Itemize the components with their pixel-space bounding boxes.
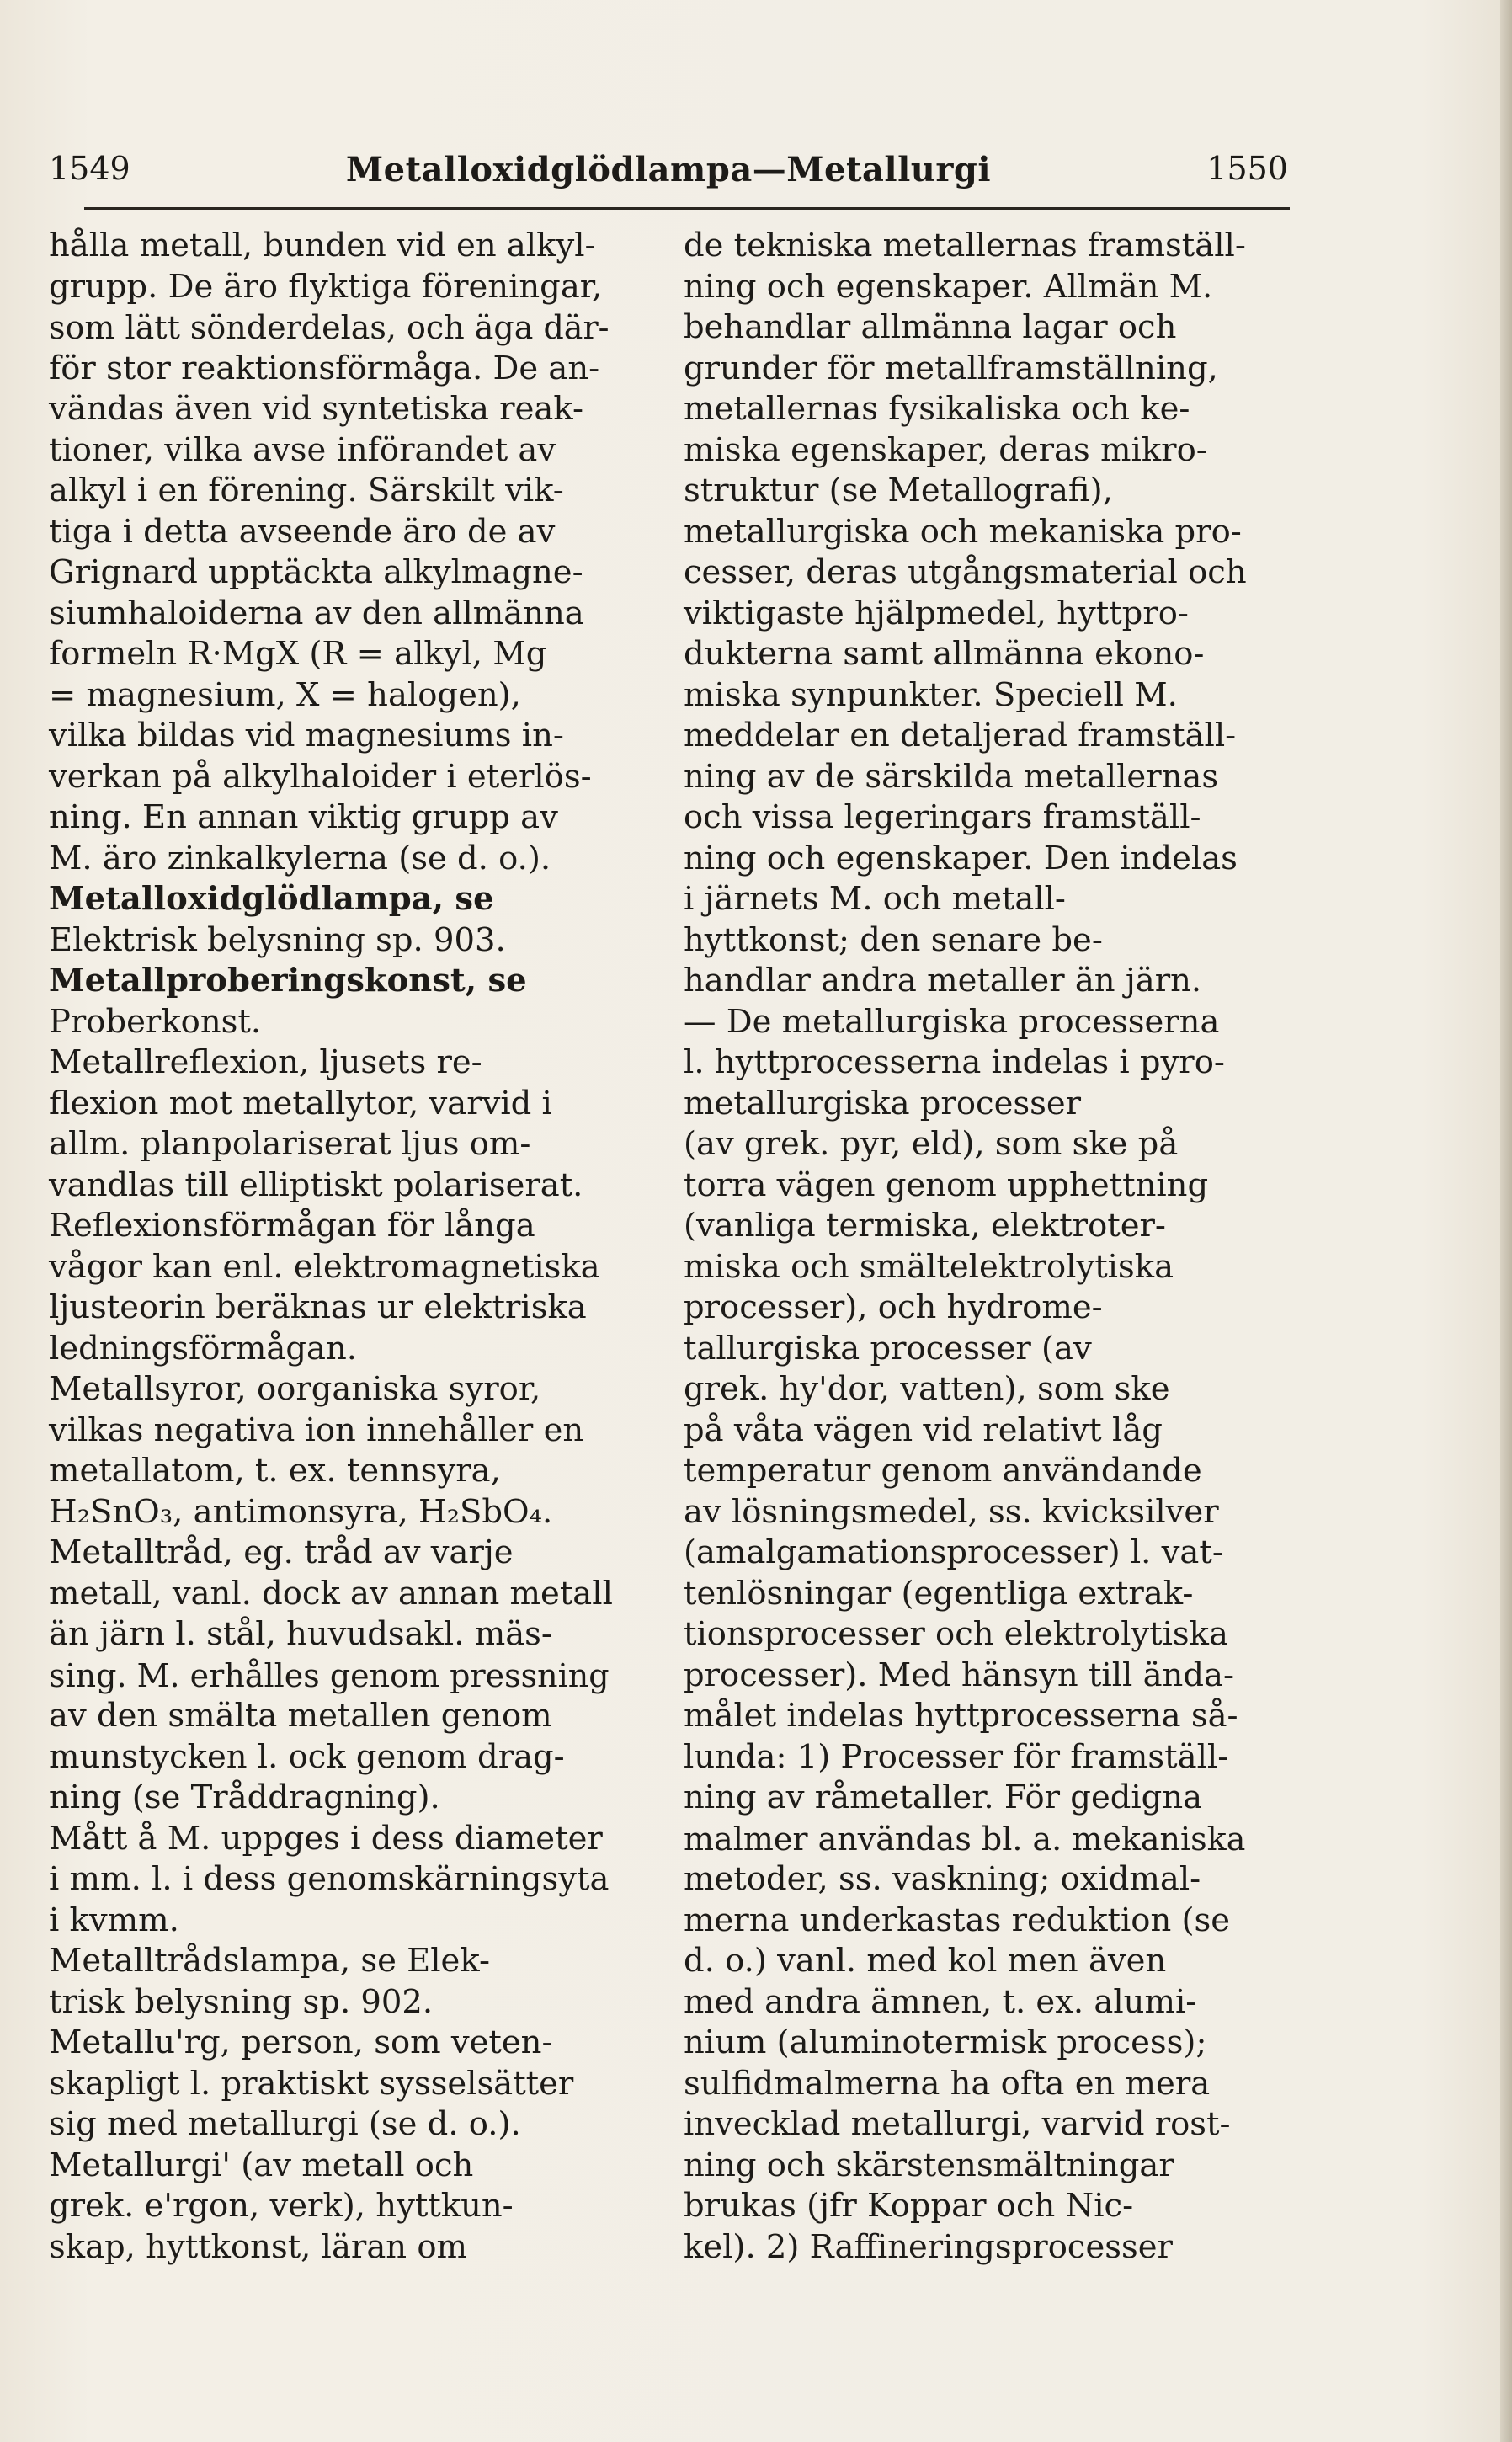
text-line: — De metallurgiska processerna — [684, 1002, 1220, 1041]
text-line: i kvmm. — [49, 1901, 179, 1939]
text-line: behandlar allmänna lagar och — [684, 308, 1177, 346]
page-header — [49, 150, 1288, 200]
text-line: (av grek. pyr, eld), som ske på — [684, 1125, 1179, 1163]
text-line: temperatur genom användande — [684, 1452, 1202, 1490]
text-line: på våta vägen vid relativt låg — [684, 1410, 1163, 1449]
running-title: Metalloxidglödlampa—Metallurgi — [345, 150, 992, 189]
text-line: munstycken l. ock genom drag- — [49, 1737, 565, 1776]
text-line: miska och smältelektrolytiska — [684, 1247, 1174, 1286]
entry-headword: Metalloxidglödlampa, se — [49, 880, 494, 918]
text-line: viktigaste hjälpmedel, hyttpro- — [684, 594, 1189, 632]
text-line: Proberkonst. — [49, 1002, 262, 1041]
text-line: vilka bildas vid magnesiums in- — [49, 717, 564, 754]
text-line: = magnesium, X = halogen), — [49, 675, 521, 714]
text-line: handlar andra metaller än järn. — [684, 962, 1202, 1000]
text-line: i järnets M. och metall- — [684, 880, 1066, 918]
text-line: trisk belysning sp. 902. — [49, 1982, 434, 2021]
text-line: formeln R·MgX (R = alkyl, Mg — [49, 635, 547, 673]
page-number-left: 1549 — [49, 150, 130, 187]
text-line: verkan på alkylhaloider i eterlös- — [49, 757, 592, 796]
text-line: Mått å M. uppges i dess diameter — [49, 1819, 603, 1858]
text-line: malmer användas bl. a. mekaniska — [684, 1820, 1246, 1858]
text-line: metallernas fysikaliska och ke- — [684, 390, 1190, 428]
text-line: metallatom, t. ex. tennsyra, — [49, 1452, 501, 1490]
text-line: processer), och hydrome- — [684, 1288, 1103, 1326]
text-line: invecklad metallurgi, varvid rost- — [684, 2105, 1231, 2143]
text-line: ning och egenskaper. Allmän M. — [684, 267, 1213, 306]
text-line: och vissa legeringars framställ- — [684, 798, 1201, 836]
text-line: skap, hyttkonst, läran om — [49, 2227, 468, 2266]
text-line: nium (aluminotermisk process); — [684, 2023, 1207, 2061]
entry-headword: Metallproberingskonst, se — [49, 962, 527, 1000]
text-line: sig med metallurgi (se d. o.). — [49, 2105, 521, 2143]
text-line: skapligt l. praktiskt sysselsätter — [49, 2064, 574, 2103]
text-line: metallurgiska processer — [684, 1084, 1082, 1122]
text-line: vågor kan enl. elektromagnetiska — [49, 1247, 600, 1286]
text-line: lunda: 1) Processer för framställ- — [684, 1737, 1229, 1776]
entry-headword-line: Metallurgi' (av metall och — [49, 2146, 474, 2184]
text-line: av den smälta metallen genom — [49, 1697, 552, 1735]
text-line: Elektrisk belysning sp. 903. — [49, 920, 506, 959]
text-line: Grignard upptäckta alkylmagne- — [49, 553, 583, 591]
text-line: metallurgiska och mekaniska pro- — [684, 512, 1242, 551]
text-line: brukas (jfr Koppar och Nic- — [684, 2187, 1134, 2225]
text-line: ljusteorin beräknas ur elektriska — [49, 1288, 587, 1326]
text-line: ning och egenskaper. Den indelas — [684, 839, 1238, 877]
text-line: grek. e'rgon, verk), hyttkun- — [49, 2187, 514, 2225]
text-line: (amalgamationsprocesser) l. vat- — [684, 1533, 1223, 1571]
text-line: vilkas negativa ion innehåller en — [49, 1410, 584, 1449]
text-line: som lätt sönderdelas, och äga där- — [49, 309, 610, 346]
text-line: torra vägen genom upphettning — [684, 1165, 1209, 1204]
text-line: metoder, ss. vaskning; oxidmal- — [684, 1860, 1201, 1898]
text-line: ning och skärstensmältningar — [684, 2146, 1174, 2184]
text-line: tionsprocesser och elektrolytiska — [684, 1615, 1228, 1653]
text-line: med andra ämnen, t. ex. alumi- — [684, 1982, 1197, 2021]
text-line: hålla metall, bunden vid en alkyl- — [49, 227, 596, 264]
right-column — [684, 226, 1249, 2268]
page-number-right: 1550 — [1206, 150, 1288, 187]
text-line: de tekniska metallernas framställ- — [684, 227, 1246, 264]
text-line: ning av råmetaller. För gedigna — [684, 1778, 1203, 1816]
text-line: av lösningsmedel, ss. kvicksilver — [684, 1492, 1219, 1531]
text-line: metall, vanl. dock av annan metall — [49, 1574, 613, 1613]
text-line: i mm. l. i dess genomskärningsyta — [49, 1860, 610, 1898]
text-line: miska egenskaper, deras mikro- — [684, 430, 1207, 469]
text-line: l. hyttprocesserna indelas i pyro- — [684, 1043, 1225, 1081]
entry-headword-line: Metalltråd, eg. tråd av varje — [49, 1533, 514, 1571]
text-line: allm. planpolariserat ljus om- — [49, 1125, 531, 1163]
text-line: grupp. De äro flyktiga föreningar, — [49, 267, 603, 306]
left-column — [49, 226, 615, 2268]
text-line: processer). Med hänsyn till ända- — [684, 1656, 1234, 1694]
text-line: alkyl i en förening. Särskilt vik- — [49, 472, 564, 509]
text-line: Reflexionsförmågan för långa — [49, 1207, 535, 1245]
text-line: meddelar en detaljerad framställ- — [684, 717, 1237, 754]
text-line: ledningsförmågan. — [49, 1329, 357, 1368]
text-line: siumhaloiderna av den allmänna — [49, 594, 584, 632]
text-line: än järn l. stål, huvudsakl. mäs- — [49, 1615, 552, 1653]
text-line: d. o.) vanl. med kol men även — [684, 1942, 1167, 1980]
text-line: miska synpunkter. Speciell M. — [684, 675, 1178, 714]
text-line: ning av de särskilda metallernas — [684, 757, 1219, 796]
text-line: hyttkonst; den senare be- — [684, 920, 1103, 959]
text-line: M. äro zinkalkylerna (se d. o.). — [49, 839, 551, 877]
entry-headword-line: Metallreflexion, ljusets re- — [49, 1043, 482, 1081]
text-line: sulfidmalmerna ha ofta en mera — [684, 2064, 1211, 2103]
text-line: merna underkastas reduktion (se — [684, 1901, 1231, 1939]
text-line: ning (se Tråddragning). — [49, 1778, 440, 1816]
text-line: för stor reaktionsförmåga. De an- — [49, 349, 600, 387]
text-line: vandlas till elliptiskt polariserat. — [49, 1165, 583, 1204]
text-line: flexion mot metallytor, varvid i — [49, 1084, 552, 1122]
entry-headword-line: Metallsyror, oorganiska syror, — [49, 1370, 541, 1408]
text-line: tioner, vilka avse införandet av — [49, 430, 556, 469]
page-edge — [1500, 0, 1512, 2442]
text-line: grunder för metallframställning, — [684, 349, 1218, 387]
entry-headword-line: Metallu'rg, person, som veten- — [49, 2023, 553, 2061]
text-line: ning. En annan viktig grupp av — [49, 798, 558, 836]
text-line: cesser, deras utgångsmaterial och — [684, 553, 1247, 591]
text-line: sing. M. erhålles genom pressning — [49, 1656, 610, 1694]
text-line: dukterna samt allmänna ekono- — [684, 635, 1205, 673]
text-line: vändas även vid syntetiska reak- — [49, 390, 583, 428]
text-line: grek. hy'dor, vatten), som ske — [684, 1370, 1170, 1408]
header-rule — [84, 207, 1290, 210]
text-line: tiga i detta avseende äro de av — [49, 512, 556, 551]
text-line: kel). 2) Raffineringsprocesser — [684, 2227, 1173, 2266]
text-line: H₂SnO₃, antimonsyra, H₂SbO₄. — [49, 1492, 553, 1531]
text-line: (vanliga termiska, elektroter- — [684, 1207, 1166, 1245]
text-line: målet indelas hyttprocesserna så- — [684, 1697, 1238, 1735]
text-line: tallurgiska processer (av — [684, 1329, 1092, 1368]
text-line: tenlösningar (egentliga extrak- — [684, 1574, 1194, 1613]
entry-headword-line: Metalltrådslampa, se Elek- — [49, 1942, 490, 1980]
text-line: struktur (se Metallografi), — [684, 472, 1113, 509]
